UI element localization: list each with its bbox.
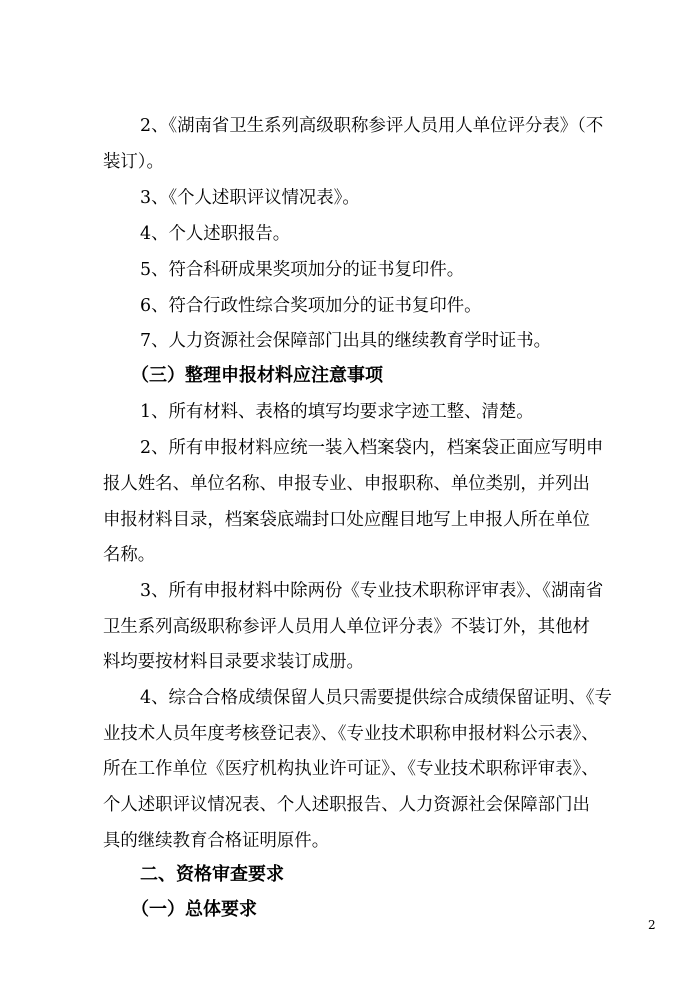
list-item-2-line-2: 装订）。 [103,152,164,172]
note-3-line-3: 料均要按材料目录要求装订成册。 [103,652,364,672]
note-3-line-2: 卫生系列高级职称参评人员用人单位评分表》不装订外，其他材 [103,617,590,637]
page-number: 2 [648,918,656,932]
list-item-3: 3、《个人述职评议情况表》。 [140,188,360,208]
list-item-7: 7、人力资源社会保障部门出具的继续教育学时证书。 [140,331,552,351]
note-4-line-2: 业技术人员年度考核登记表》、《专业技术职称申报材料公示表》、 [103,724,599,744]
note-3-line-1: 3、所有申报材料中除两份《专业技术职称评审表》、《湖南省 [140,581,604,601]
section-heading-3: （三）整理申报材料应注意事项 [131,365,383,386]
note-4-line-5: 具的继续教育合格证明原件。 [103,831,330,851]
note-4-line-3: 所在工作单位《医疗机构执业许可证》、《专业技术职称评审表》、 [103,759,599,779]
list-item-2-line-1: 2、《湖南省卫生系列高级职称参评人员用人单位评分表》（不 [140,116,604,136]
note-2-line-1: 2、所有申报材料应统一装入档案袋内，档案袋正面应写明申 [140,438,604,458]
note-2-line-4: 名称。 [103,545,156,565]
note-1: 1、所有材料、表格的填写均要求字迹工整、清楚。 [140,402,534,422]
note-4-line-1: 4、综合合格成绩保留人员只需要提供综合成绩保留证明、《专 [140,688,612,708]
subsection-heading-1: （一）总体要求 [131,899,257,920]
list-item-5: 5、符合科研成果奖项加分的证书复印件。 [140,260,465,280]
note-2-line-3: 申报材料目录，档案袋底端封口处应醒目地写上申报人所在单位 [103,510,590,530]
list-item-6: 6、符合行政性综合奖项加分的证书复印件。 [140,296,482,316]
chapter-heading-2: 二、资格审查要求 [140,864,284,885]
list-item-4: 4、个人述职报告。 [140,224,291,244]
note-2-line-2: 报人姓名、单位名称、申报专业、申报职称、单位类别，并列出 [103,474,590,494]
note-4-line-4: 个人述职评议情况表、个人述职报告、人力资源社会保障部门出 [103,795,590,815]
